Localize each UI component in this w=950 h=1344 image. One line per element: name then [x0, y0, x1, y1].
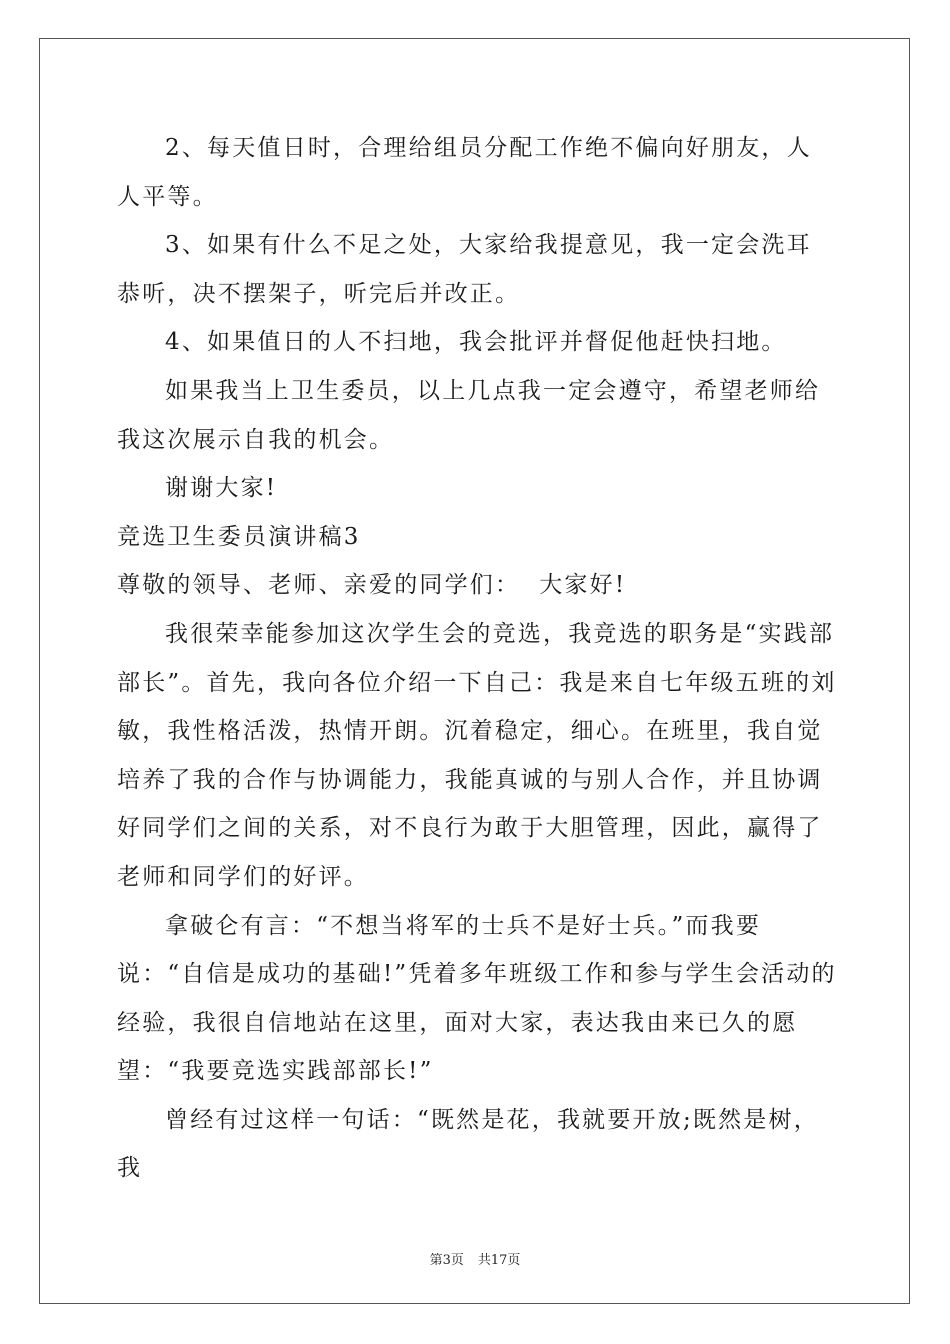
paragraph-duty-2: 2、每天值日时，合理给组员分配工作绝不偏向好朋友，人人平等。: [117, 135, 812, 210]
paragraph-duty-3: 3、如果有什么不足之处，大家给我提意见，我一定会洗耳恭听，决不摆架子，听完后并改正。: [117, 232, 812, 307]
salutation: 尊敬的领导、老师、亲爱的同学们： 大家好!: [117, 572, 627, 599]
paragraph-promise: 如果我当上卫生委员，以上几点我一定会遵守，希望老师给我这次展示自我的机会。: [117, 377, 821, 453]
page-total: 共17页: [477, 1253, 521, 1268]
paragraph-thanks: 谢谢大家!: [165, 475, 278, 502]
page-footer: [0, 1249, 950, 1268]
paragraph-napoleon-quote: 拿破仑有言：“不想当将军的士兵不是好士兵。”而我要说：“自信是成功的基础!”凭着多年班级工作和参与学生会活动的经验，我很自信地站在这里，面对大家，表达我由来已久的愿望：“我要竞选实践部部长!”: [117, 912, 837, 1085]
paragraph-flower-quote: 曾经有过这样一句话：“既然是花，我就要开放;既然是树，我: [117, 1106, 819, 1182]
section-heading: 竞选卫生委员演讲稿3: [117, 523, 361, 550]
paragraph-introduction: 我很荣幸能参加这次学生会的竞选，我竞选的职务是“实践部部长”。首先，我向各位介绍一下自己：我是来自七年级五班的刘敏，我性格活泼，热情开朗。沉着稳定，细心。在班里，我自觉培养了我的合作与协调能力，我能真诚的与别人合作，并且协调好同学们之间的关系，对不良行为敢于大胆管理，因此，赢得了老师和同学们的好评。: [117, 620, 837, 890]
page-number: 第3页: [429, 1253, 464, 1268]
document-body: [117, 124, 837, 1193]
paragraph-duty-4: 4、如果值日的人不扫地，我会批评并督促他赶快扫地。: [165, 329, 787, 356]
